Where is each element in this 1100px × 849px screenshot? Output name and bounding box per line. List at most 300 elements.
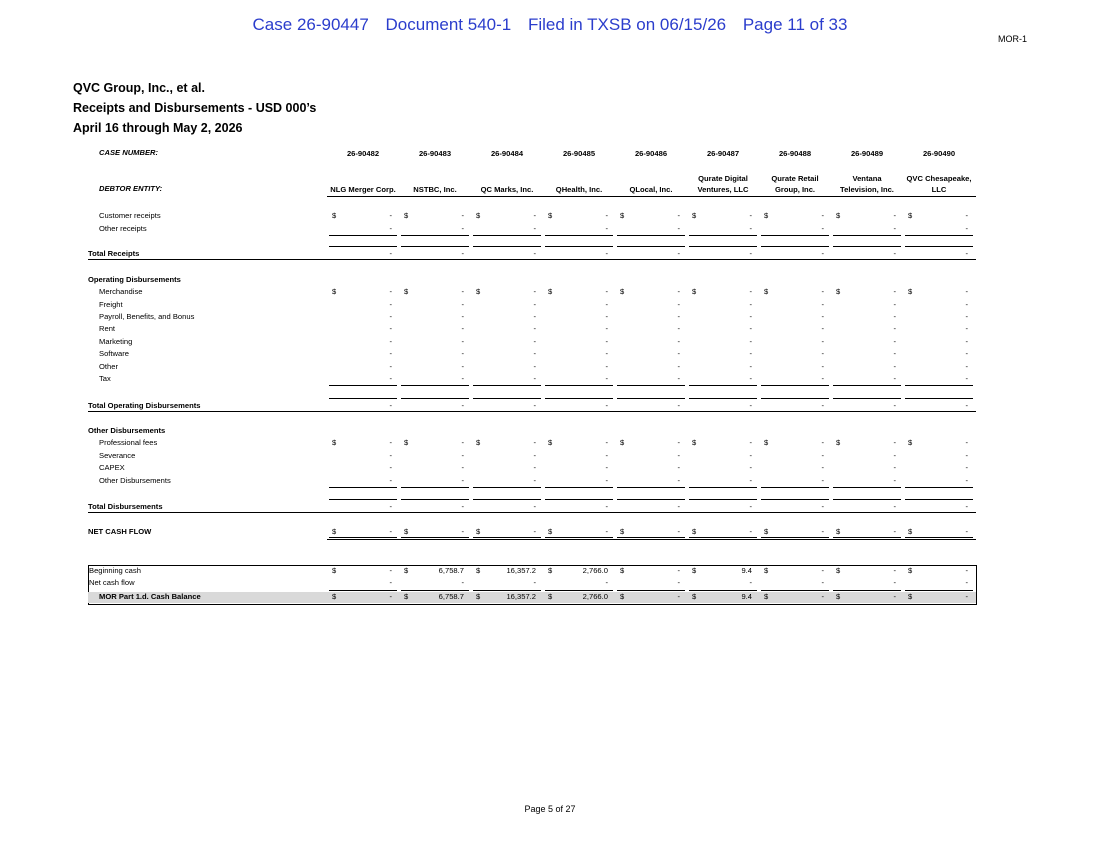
dollar-sign: $ (620, 566, 625, 575)
cell-value: - (605, 300, 608, 309)
cell-value: - (749, 349, 752, 358)
table-cell (761, 324, 827, 336)
table-cell (545, 438, 611, 450)
dollar-sign: $ (332, 566, 337, 575)
debtor-entity-header: Ventures, LLC (697, 185, 749, 194)
table-cell (329, 438, 395, 450)
cell-value: - (461, 476, 464, 485)
subtotal-underline (833, 385, 901, 386)
cell-value: - (965, 211, 968, 220)
cell-value: - (605, 451, 608, 460)
cell-value: - (533, 349, 536, 358)
total-underline (401, 499, 469, 500)
table-cell (473, 438, 539, 450)
table-cell (401, 578, 467, 590)
table-row (88, 287, 976, 299)
row-label: Other Disbursements (88, 426, 166, 435)
cell-value: - (389, 463, 392, 472)
table-cell (905, 312, 971, 324)
subtotal-underline (401, 385, 469, 386)
dollar-sign: $ (836, 566, 841, 575)
total-underline (545, 499, 613, 500)
table-cell (473, 300, 539, 312)
debtor-entity-header: QVC Chesapeake, (906, 174, 972, 183)
cell-value: - (605, 578, 608, 587)
table-cell (761, 300, 827, 312)
table-cell (617, 463, 683, 475)
cell-value: - (965, 592, 968, 601)
table-cell (905, 287, 971, 299)
table-cell (401, 300, 467, 312)
subtotal-underline (329, 235, 397, 236)
dollar-sign: $ (836, 287, 841, 296)
cell-value: - (821, 287, 824, 296)
cell-value: - (533, 401, 536, 410)
cell-value: - (749, 300, 752, 309)
cell-value: - (821, 592, 824, 601)
total-underline (689, 246, 757, 247)
cell-value: - (893, 324, 896, 333)
row-label: CAPEX (99, 463, 125, 472)
cell-value: - (677, 578, 680, 587)
table-cell (329, 324, 395, 336)
table-cell (473, 362, 539, 374)
dollar-sign: $ (692, 527, 697, 536)
row-label: Payroll, Benefits, and Bonus (99, 312, 195, 321)
subtotal-underline (761, 487, 829, 488)
cell-value: - (749, 476, 752, 485)
row-label: Beginning cash (89, 566, 141, 575)
cell-value: - (533, 438, 536, 447)
table-cell (833, 592, 899, 604)
debtor-entity-header: Television, Inc. (840, 185, 894, 194)
total-underline (473, 398, 541, 399)
cell-value: - (821, 312, 824, 321)
cell-value: - (677, 566, 680, 575)
cell-value: - (461, 211, 464, 220)
cell-value: - (893, 349, 896, 358)
row-label: Marketing (99, 337, 133, 346)
cell-value: - (389, 224, 392, 233)
table-row (88, 211, 976, 223)
cell-value: - (965, 451, 968, 460)
table-cell (473, 578, 539, 590)
cell-value: - (677, 312, 680, 321)
cell-value: - (965, 224, 968, 233)
dollar-sign: $ (476, 211, 481, 220)
debtor-entity-header: Ventana (852, 174, 882, 183)
case-number-header: 26-90486 (634, 149, 668, 158)
cell-value: - (965, 324, 968, 333)
table-cell (617, 362, 683, 374)
dollar-sign: $ (404, 211, 409, 220)
row-label: Software (99, 349, 129, 358)
cell-value: - (677, 211, 680, 220)
dollar-sign: $ (548, 438, 553, 447)
total-underline (545, 246, 613, 247)
cell-value: - (749, 451, 752, 460)
dollar-sign: $ (764, 592, 769, 601)
cell-value: - (821, 362, 824, 371)
cell-value: - (965, 476, 968, 485)
table-cell (833, 324, 899, 336)
debtor-entity-header: Group, Inc. (774, 185, 816, 194)
table-cell (473, 451, 539, 463)
table-cell (689, 300, 755, 312)
row-label: Total Disbursements (88, 502, 163, 511)
cell-value: - (461, 349, 464, 358)
table-cell (473, 463, 539, 475)
cell-value: - (965, 300, 968, 309)
table-cell (761, 349, 827, 361)
subtotal-underline (473, 235, 541, 236)
total-underline (833, 499, 901, 500)
cell-value: - (605, 211, 608, 220)
table-cell (329, 300, 395, 312)
row-label: Total Receipts (88, 249, 140, 258)
case-number-header: 26-90482 (346, 149, 380, 158)
table-cell (329, 463, 395, 475)
cell-value: - (461, 374, 464, 383)
debtor-entity-header: LLC (931, 185, 947, 194)
cell-value: 16,357.2 (506, 566, 536, 575)
table-cell (617, 312, 683, 324)
table-cell (905, 566, 971, 578)
net-underline (401, 537, 469, 538)
table-cell (905, 349, 971, 361)
row-label: Professional fees (99, 438, 158, 447)
cell-value: - (893, 337, 896, 346)
cell-value: - (533, 463, 536, 472)
cell-value: - (677, 362, 680, 371)
cell-value: - (461, 224, 464, 233)
total-underline (401, 246, 469, 247)
total-rule (88, 512, 976, 513)
cell-value: - (677, 438, 680, 447)
dollar-sign: $ (404, 566, 409, 575)
table-cell (617, 324, 683, 336)
dollar-sign: $ (692, 438, 697, 447)
cell-value: - (533, 287, 536, 296)
total-underline (473, 499, 541, 500)
table-cell (401, 592, 467, 604)
total-underline (545, 398, 613, 399)
row-label: Customer receipts (99, 211, 161, 220)
table-cell (329, 362, 395, 374)
total-rule (88, 411, 976, 412)
table-cell (761, 362, 827, 374)
table-cell (545, 463, 611, 475)
table-cell (545, 337, 611, 349)
cell-value: - (749, 502, 752, 511)
cell-value: - (677, 287, 680, 296)
cell-value: - (965, 401, 968, 410)
case-number-header: 26-90485 (562, 149, 596, 158)
net-underline (833, 537, 901, 538)
cell-value: - (605, 287, 608, 296)
table-cell (905, 362, 971, 374)
dollar-sign: $ (332, 438, 337, 447)
cell-value: - (461, 401, 464, 410)
header-rule (327, 196, 976, 197)
dollar-sign: $ (476, 592, 481, 601)
cell-value: - (965, 502, 968, 511)
row-label: MOR Part 1.d. Cash Balance (99, 592, 201, 601)
total-underline (833, 246, 901, 247)
table-cell (617, 438, 683, 450)
subtotal-underline (329, 487, 397, 488)
cell-value: - (389, 374, 392, 383)
table-row (88, 438, 976, 450)
table-cell (905, 324, 971, 336)
cash-underline (905, 590, 973, 591)
total-rule (88, 259, 976, 260)
row-label: Merchandise (99, 287, 143, 296)
cell-value: - (965, 287, 968, 296)
cell-value: - (389, 312, 392, 321)
cell-value: - (821, 451, 824, 460)
table-cell (329, 592, 395, 604)
cell-value: - (461, 502, 464, 511)
dollar-sign: $ (836, 592, 841, 601)
subtotal-underline (545, 385, 613, 386)
table-cell (905, 211, 971, 223)
cell-value: - (821, 224, 824, 233)
cell-value: - (461, 438, 464, 447)
subtotal-underline (689, 487, 757, 488)
row-label: Other (99, 362, 118, 371)
cell-value: - (749, 324, 752, 333)
cell-value: - (893, 312, 896, 321)
dollar-sign: $ (692, 566, 697, 575)
dollar-sign: $ (476, 527, 481, 536)
cell-value: - (389, 476, 392, 485)
cell-value: - (389, 401, 392, 410)
report-period: April 16 through May 2, 2026 (73, 121, 243, 135)
cell-value: - (533, 578, 536, 587)
case-number-header: 26-90484 (490, 149, 524, 158)
cell-value: - (389, 211, 392, 220)
table-row (88, 578, 976, 590)
total-underline (761, 499, 829, 500)
cell-value: - (533, 324, 536, 333)
cell-value: - (821, 249, 824, 258)
cash-underline (689, 590, 757, 591)
case-number-header: 26-90483 (418, 149, 452, 158)
cash-underline (401, 590, 469, 591)
cell-value: 2,766.0 (582, 592, 608, 601)
total-underline (329, 246, 397, 247)
cell-value: - (965, 463, 968, 472)
table-cell (617, 300, 683, 312)
cell-value: - (965, 337, 968, 346)
cell-value: - (605, 438, 608, 447)
cell-value: - (893, 463, 896, 472)
subtotal-underline (905, 385, 973, 386)
row-label: NET CASH FLOW (88, 527, 152, 536)
dollar-sign: $ (476, 566, 481, 575)
dollar-sign: $ (836, 527, 841, 536)
cell-value: - (533, 527, 536, 536)
cell-value: - (389, 300, 392, 309)
cell-value: - (821, 300, 824, 309)
table-cell (617, 578, 683, 590)
dollar-sign: $ (332, 592, 337, 601)
cell-value: - (389, 502, 392, 511)
cell-value: - (749, 578, 752, 587)
dollar-sign: $ (764, 211, 769, 220)
case-number-header: 26-90490 (922, 149, 956, 158)
cell-value: 2,766.0 (582, 566, 608, 575)
cell-value: - (821, 211, 824, 220)
subtotal-underline (761, 385, 829, 386)
table-cell (329, 349, 395, 361)
subtotal-underline (833, 487, 901, 488)
page-footer: Page 5 of 27 (524, 804, 576, 814)
stamp-case: Case 26-90447 (252, 15, 369, 34)
dollar-sign: $ (836, 211, 841, 220)
cell-value: - (605, 337, 608, 346)
cell-value: - (461, 337, 464, 346)
table-cell (545, 312, 611, 324)
cell-value: - (749, 374, 752, 383)
table-cell (401, 312, 467, 324)
cell-value: - (605, 374, 608, 383)
form-id: MOR-1 (998, 34, 1027, 44)
dollar-sign: $ (908, 592, 913, 601)
cell-value: - (677, 451, 680, 460)
table-cell (761, 592, 827, 604)
row-label: Severance (99, 451, 136, 460)
table-cell (545, 592, 611, 604)
table-cell (689, 362, 755, 374)
dollar-sign: $ (692, 592, 697, 601)
cell-value: - (389, 349, 392, 358)
subtotal-underline (617, 235, 685, 236)
row-label: Net cash flow (89, 578, 135, 587)
dollar-sign: $ (908, 566, 913, 575)
table-cell (833, 578, 899, 590)
cell-value: - (533, 312, 536, 321)
table-cell (545, 362, 611, 374)
dollar-sign: $ (404, 287, 409, 296)
cell-value: - (965, 438, 968, 447)
table-cell (617, 566, 683, 578)
cell-value: - (533, 374, 536, 383)
subtotal-underline (401, 487, 469, 488)
table-cell (329, 451, 395, 463)
subtotal-underline (761, 235, 829, 236)
cell-value: - (533, 300, 536, 309)
cell-value: - (749, 287, 752, 296)
net-underline (545, 537, 613, 538)
cell-value: - (749, 211, 752, 220)
net-rule (327, 539, 976, 540)
cash-underline (473, 590, 541, 591)
total-underline (761, 398, 829, 399)
cell-value: - (389, 337, 392, 346)
cell-value: - (965, 566, 968, 575)
net-underline (617, 537, 685, 538)
table-cell (617, 349, 683, 361)
dollar-sign: $ (476, 438, 481, 447)
cell-value: - (533, 211, 536, 220)
cell-value: - (893, 287, 896, 296)
cell-value: - (965, 527, 968, 536)
cell-value: - (677, 324, 680, 333)
table-cell (401, 463, 467, 475)
cell-value: - (893, 502, 896, 511)
cell-value: - (533, 249, 536, 258)
table-cell (833, 287, 899, 299)
table-cell (329, 312, 395, 324)
cell-value: - (389, 324, 392, 333)
dollar-sign: $ (836, 438, 841, 447)
court-filing-stamp (0, 15, 1100, 35)
cell-value: - (821, 324, 824, 333)
cell-value: - (893, 401, 896, 410)
subtotal-underline (617, 385, 685, 386)
table-cell (473, 324, 539, 336)
cell-value: - (821, 349, 824, 358)
subtotal-underline (617, 487, 685, 488)
table-cell (545, 566, 611, 578)
case-number-header: 26-90488 (778, 149, 812, 158)
table-cell (833, 337, 899, 349)
total-underline (905, 499, 973, 500)
cell-value: - (677, 224, 680, 233)
subtotal-underline (905, 235, 973, 236)
table-cell (761, 463, 827, 475)
net-underline (761, 537, 829, 538)
table-cell (761, 312, 827, 324)
dollar-sign: $ (764, 438, 769, 447)
net-underline (689, 537, 757, 538)
table-cell (401, 287, 467, 299)
cell-value: - (533, 337, 536, 346)
cell-value: 9.4 (741, 592, 752, 601)
table-row (88, 300, 976, 312)
cell-value: - (677, 300, 680, 309)
table-cell (401, 324, 467, 336)
table-cell (545, 578, 611, 590)
subtotal-underline (905, 487, 973, 488)
cell-value: - (677, 502, 680, 511)
dollar-sign: $ (764, 287, 769, 296)
case-number-header: 26-90487 (706, 149, 740, 158)
cell-value: - (461, 527, 464, 536)
dollar-sign: $ (692, 211, 697, 220)
table-cell (473, 349, 539, 361)
cell-value: - (389, 438, 392, 447)
row-label: Freight (99, 300, 123, 309)
cell-value: - (389, 578, 392, 587)
table-row (88, 349, 976, 361)
cell-value: - (749, 249, 752, 258)
dollar-sign: $ (908, 438, 913, 447)
dollar-sign: $ (332, 287, 337, 296)
table-cell (617, 337, 683, 349)
table-cell (905, 438, 971, 450)
cell-value: - (893, 566, 896, 575)
cell-value: - (605, 312, 608, 321)
total-underline (473, 246, 541, 247)
table-cell (689, 312, 755, 324)
table-cell (761, 451, 827, 463)
table-row (88, 324, 976, 336)
table-cell (905, 337, 971, 349)
stamp-document: Document 540-1 (385, 15, 512, 34)
